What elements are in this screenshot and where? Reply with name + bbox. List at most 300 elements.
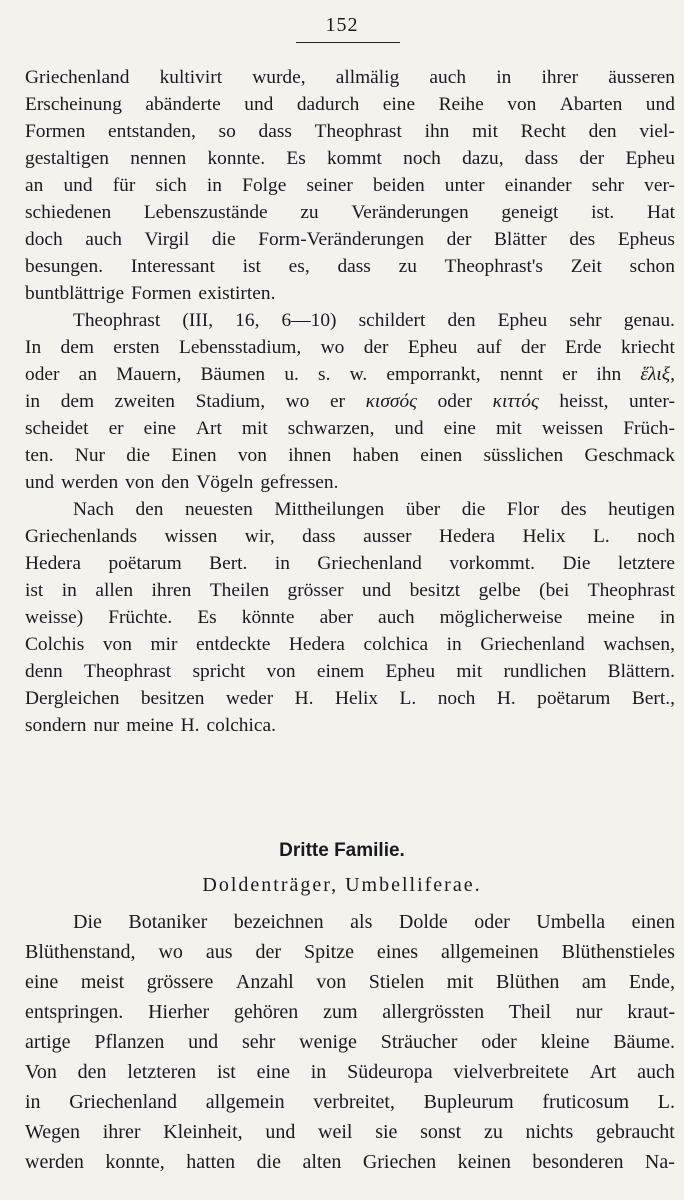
word: kleine [540, 1031, 590, 1053]
word: Hierher [148, 1001, 210, 1023]
word: eine [25, 971, 59, 993]
word: Colchis [25, 634, 85, 655]
word: ihn [596, 364, 622, 385]
word: süsslichen [483, 445, 564, 466]
word: Nur [74, 445, 105, 466]
word: Stielen [368, 971, 425, 993]
word: dass [337, 256, 371, 277]
word: für [112, 175, 136, 196]
word: von [237, 445, 267, 466]
word: sich [155, 175, 187, 196]
word: allgemein [205, 1091, 285, 1113]
word: Theophrast's [444, 256, 543, 277]
word: den [135, 499, 164, 520]
word: Die [562, 553, 591, 574]
word: Theophrast [83, 661, 172, 682]
word: L. [399, 688, 417, 709]
word: wir, [244, 526, 275, 547]
word: einen [420, 445, 463, 466]
text-line [25, 415, 675, 442]
word: poëtarum [537, 688, 611, 709]
word: vorkommt. [449, 553, 535, 574]
word: in [446, 634, 462, 655]
word: wo [158, 941, 183, 963]
word: Hedera [288, 634, 345, 655]
word: neuesten [184, 499, 253, 520]
word: Theophrast [73, 310, 161, 331]
word: ihrer [102, 1121, 141, 1143]
word: letzteren [127, 1061, 197, 1083]
lower-text-block [25, 907, 675, 1177]
text-line [25, 712, 675, 739]
word: Dergleichen [25, 688, 120, 709]
word: Griechenland [480, 634, 585, 655]
word: entspringen. [25, 1001, 124, 1023]
word: am [581, 971, 607, 993]
word: mir [150, 634, 178, 655]
word: oder [474, 911, 510, 933]
word: der [363, 337, 389, 358]
word: dem [60, 391, 95, 412]
word: entstanden, [108, 121, 196, 142]
word: ihren [151, 580, 192, 601]
word: mit [241, 418, 268, 439]
word: Griechen [362, 1151, 437, 1173]
word: schiedenen [25, 202, 112, 223]
word: und [362, 580, 392, 601]
word: allmälig [335, 67, 400, 88]
word: die [256, 1151, 282, 1173]
text-line [25, 118, 675, 145]
paragraph [25, 496, 675, 739]
word: Einen [171, 445, 217, 466]
word: nichts [525, 1121, 574, 1143]
word: Abarten [559, 94, 623, 115]
word: Lebenszustände [143, 202, 268, 223]
word: er [329, 391, 346, 412]
word: der [446, 229, 472, 250]
word: des [569, 229, 596, 250]
word: genau. [623, 310, 675, 331]
word: von [125, 472, 155, 493]
word: Es [286, 148, 306, 169]
word: bezeichnen [233, 911, 324, 933]
text-line [25, 91, 675, 118]
word: mit [446, 971, 474, 993]
word: Griechenland [25, 67, 130, 88]
word: hatten [186, 1151, 236, 1173]
word: Sträucher [380, 1031, 458, 1053]
word: mit [495, 418, 522, 439]
text-line [25, 469, 675, 496]
word: Erde [565, 337, 602, 358]
word: Reihe [438, 94, 484, 115]
word: aus [205, 941, 233, 963]
word: Vögeln [196, 472, 254, 493]
word: Pflanzen [94, 1031, 165, 1053]
word: er [108, 418, 124, 439]
word: schildert [358, 310, 426, 331]
word: entdeckte [196, 634, 271, 655]
word: er [562, 364, 578, 385]
word: der [579, 148, 605, 169]
word: auch [85, 229, 122, 250]
word: Epheu [625, 148, 675, 169]
word: einem [316, 661, 365, 682]
text-line [25, 226, 675, 253]
text-line [25, 172, 675, 199]
word: Hat [646, 202, 675, 223]
word: dass [302, 526, 336, 547]
word: Blätter [494, 229, 547, 250]
word: wo [285, 391, 310, 412]
word: oder [481, 1031, 517, 1053]
word: noch [637, 526, 675, 547]
text-line [25, 550, 675, 577]
word: Mittheilungen [274, 499, 385, 520]
word: in [496, 67, 512, 88]
word: Art [196, 418, 222, 439]
word: dem [60, 337, 94, 358]
word: oder [25, 364, 60, 385]
word: zu [483, 1121, 503, 1143]
word: konnte, [105, 1151, 165, 1173]
word: von [266, 661, 296, 682]
word: äusseren [608, 67, 675, 88]
word: verbreitet, [313, 1091, 395, 1113]
word: Es [197, 607, 217, 628]
word: existirten. [198, 283, 276, 304]
word: nennen [130, 148, 187, 169]
word: zu [398, 256, 417, 277]
word: spricht [192, 661, 246, 682]
word: Form-Veränderungen [258, 229, 425, 250]
word: u. [284, 364, 299, 385]
page-number-rule [296, 42, 400, 43]
word: und [63, 175, 93, 196]
word: kriecht [621, 337, 675, 358]
word: Früch- [623, 418, 675, 439]
word: auch [637, 1061, 675, 1083]
text-line [25, 523, 675, 550]
word: L. [657, 1091, 675, 1113]
word: In [25, 337, 42, 358]
word: Bert. [209, 553, 248, 574]
word: aber [319, 607, 353, 628]
word: in [25, 1091, 41, 1113]
word: als [350, 911, 373, 933]
word: Ende, [628, 971, 675, 993]
word: einander [504, 175, 572, 196]
word: rundlichen [503, 661, 587, 682]
word: Bert., [631, 688, 675, 709]
word: haben [352, 445, 399, 466]
word: Blüthenstand, [25, 941, 136, 963]
word: allen [95, 580, 134, 601]
text-line [25, 631, 675, 658]
word: scheidet [25, 418, 89, 439]
word: letztere [617, 553, 675, 574]
word: fruticosum [542, 1091, 630, 1113]
word: auch [377, 607, 415, 628]
word: Epheu [497, 310, 548, 331]
word: buntblättrige [25, 283, 125, 304]
word: Griechenland [69, 1091, 178, 1113]
text-line [25, 1117, 675, 1147]
word: von [507, 94, 537, 115]
word: dass [524, 148, 559, 169]
word: heisst, [559, 391, 609, 412]
text-line [25, 1087, 675, 1117]
word: gefressen. [260, 472, 339, 493]
word: noch [437, 688, 476, 709]
word: gebraucht [596, 1121, 675, 1143]
word: Virgil [144, 229, 190, 250]
word: zum [323, 1001, 358, 1023]
word: Südeuropa [347, 1061, 433, 1083]
word: Epheus [617, 229, 675, 250]
word: ihnen [288, 445, 332, 466]
word: ihn [424, 121, 450, 142]
word: kultivirt [159, 67, 223, 88]
text-line [25, 64, 675, 91]
word: H. [294, 688, 314, 709]
text-line [25, 334, 675, 361]
word: ten. [25, 445, 54, 466]
word: besitzt [409, 580, 461, 601]
word: Recht [520, 121, 566, 142]
word: des [560, 499, 587, 520]
word: mit [456, 661, 483, 682]
word: Epheu [385, 661, 436, 682]
word: Kleinheit, [163, 1121, 243, 1143]
word: grössere [146, 971, 214, 993]
word: die [126, 445, 150, 466]
word: vielverbreitete [453, 1061, 569, 1083]
word: in [25, 391, 41, 412]
word: weil [318, 1121, 353, 1143]
word: wissen [164, 526, 218, 547]
word: oder [437, 391, 473, 412]
word: gelbe [478, 580, 521, 601]
word: den [447, 310, 476, 331]
word: sie [375, 1121, 398, 1143]
word: Dolde [398, 911, 448, 933]
word: Bäumen [200, 364, 266, 385]
text-line [25, 1147, 675, 1177]
word: Bäume. [613, 1031, 675, 1053]
word: Spitze [303, 941, 354, 963]
word: emporrankt, [386, 364, 481, 385]
text-line [25, 388, 675, 415]
word: artige [25, 1031, 71, 1053]
word: meine [126, 715, 174, 736]
word: Geschmack [584, 445, 675, 466]
word: ist [216, 1061, 236, 1083]
word: weisse) [25, 607, 84, 628]
word: nennt [499, 364, 543, 385]
text-line [25, 907, 675, 937]
text-line [25, 442, 675, 469]
word: sehr [569, 310, 602, 331]
text-line [25, 145, 675, 172]
word: es, [288, 256, 310, 277]
text-line [25, 1027, 675, 1057]
word: Formen [131, 283, 192, 304]
word: zweiten [114, 391, 175, 412]
word: sehr [242, 1031, 276, 1053]
word: Die [73, 911, 102, 933]
word: ihrer [541, 67, 579, 88]
word: Griechenlands [25, 526, 137, 547]
text-line [25, 577, 675, 604]
word: der [520, 337, 546, 358]
word: abänderte [145, 94, 221, 115]
text-line [25, 937, 675, 967]
word: viel- [639, 121, 675, 142]
word: in [274, 553, 290, 574]
word: Von [25, 1061, 57, 1083]
word: Theophrast [314, 121, 402, 142]
word: ist. [591, 202, 615, 223]
word: H. [496, 688, 516, 709]
word: sehr [591, 175, 625, 196]
word: seiner [306, 175, 353, 196]
word: L. [593, 526, 610, 547]
word: einen [631, 911, 675, 933]
word: und [394, 418, 424, 439]
word: H. [180, 715, 200, 736]
word: (III, [182, 310, 214, 331]
word: in [310, 1061, 327, 1083]
word: von [316, 971, 347, 993]
word: nur [93, 715, 120, 736]
word: Blättern. [607, 661, 675, 682]
word: ist [242, 256, 261, 277]
word: werden [25, 1151, 84, 1173]
word: (bei [539, 580, 570, 601]
word: Lebensstadium, [178, 337, 302, 358]
word: meine [587, 607, 635, 628]
word: Theophrast [587, 580, 675, 601]
word: Na- [644, 1151, 675, 1173]
word: κισσός [365, 391, 418, 412]
word: mit [472, 121, 498, 142]
word: eine [382, 94, 416, 115]
word: Formen [25, 121, 86, 142]
word: und [645, 94, 675, 115]
word: allgemeinen [440, 941, 539, 963]
word: den [161, 472, 190, 493]
word: die [461, 499, 486, 520]
word: ersten [113, 337, 160, 358]
word: und [265, 1121, 296, 1143]
word: w. [349, 364, 368, 385]
word: poëtarum [108, 553, 182, 574]
word: zu [300, 202, 319, 223]
word: Zeit [570, 256, 602, 277]
word: konnte. [207, 148, 266, 169]
word: sondern [25, 715, 87, 736]
word: besitzen [140, 688, 205, 709]
word: an [78, 364, 97, 385]
paragraph [25, 907, 675, 1177]
text-line [25, 199, 675, 226]
word: Erscheinung [25, 94, 122, 115]
word: alten [302, 1151, 342, 1173]
word: dass [258, 121, 292, 142]
word: gestaltigen [25, 148, 110, 169]
word: Hedera [439, 526, 495, 547]
upper-text-block [25, 64, 675, 739]
word: colchica [363, 634, 429, 655]
word: nur [575, 1001, 603, 1023]
word: ist [25, 580, 44, 601]
word: colchica. [206, 715, 276, 736]
word: noch [403, 148, 441, 169]
word: den [588, 121, 617, 142]
word: schon [629, 256, 675, 277]
word: weder [225, 688, 274, 709]
section-subtitle: Doldenträger, Umbelliferae. [202, 874, 482, 896]
text-line [25, 361, 675, 388]
word: kommt [326, 148, 382, 169]
word: Folge [242, 175, 287, 196]
word: allergrössten [382, 1001, 485, 1023]
word: beiden [372, 175, 425, 196]
word: Nach [73, 499, 114, 520]
text-line [25, 997, 675, 1027]
word: gehören [233, 1001, 299, 1023]
word: wo [320, 337, 345, 358]
word: unter- [629, 391, 675, 412]
text-line [25, 604, 675, 631]
word: den [77, 1061, 107, 1083]
word: weissen [541, 418, 604, 439]
word: in [206, 175, 222, 196]
word: an [25, 175, 44, 196]
word: besonderen [532, 1151, 624, 1173]
word: keinen [457, 1151, 511, 1173]
word: von [102, 634, 132, 655]
page-number: 152 [325, 14, 359, 36]
word: Epheu [407, 337, 458, 358]
word: in [61, 580, 77, 601]
word: ver- [644, 175, 675, 196]
word: Helix [522, 526, 566, 547]
word: eine [443, 418, 476, 439]
word: meist [80, 971, 125, 993]
word: auch [429, 67, 467, 88]
word: Blüthenstieles [561, 941, 675, 963]
word: und [188, 1031, 219, 1053]
word: dadurch [296, 94, 360, 115]
word: schwarzen, [287, 418, 375, 439]
word: möglicherweise [439, 607, 563, 628]
word: Griechenland [317, 553, 422, 574]
word: ἕλιξ, [640, 364, 675, 385]
word: eines [376, 941, 418, 963]
text-line [25, 253, 675, 280]
text-line [25, 685, 675, 712]
word: besungen. [25, 256, 104, 277]
word: wenige [299, 1031, 357, 1053]
text-line [25, 280, 675, 307]
word: wachsen, [603, 634, 675, 655]
word: Interessant [130, 256, 215, 277]
word: Veränderungen [351, 202, 469, 223]
word: Anzahl [235, 971, 294, 993]
